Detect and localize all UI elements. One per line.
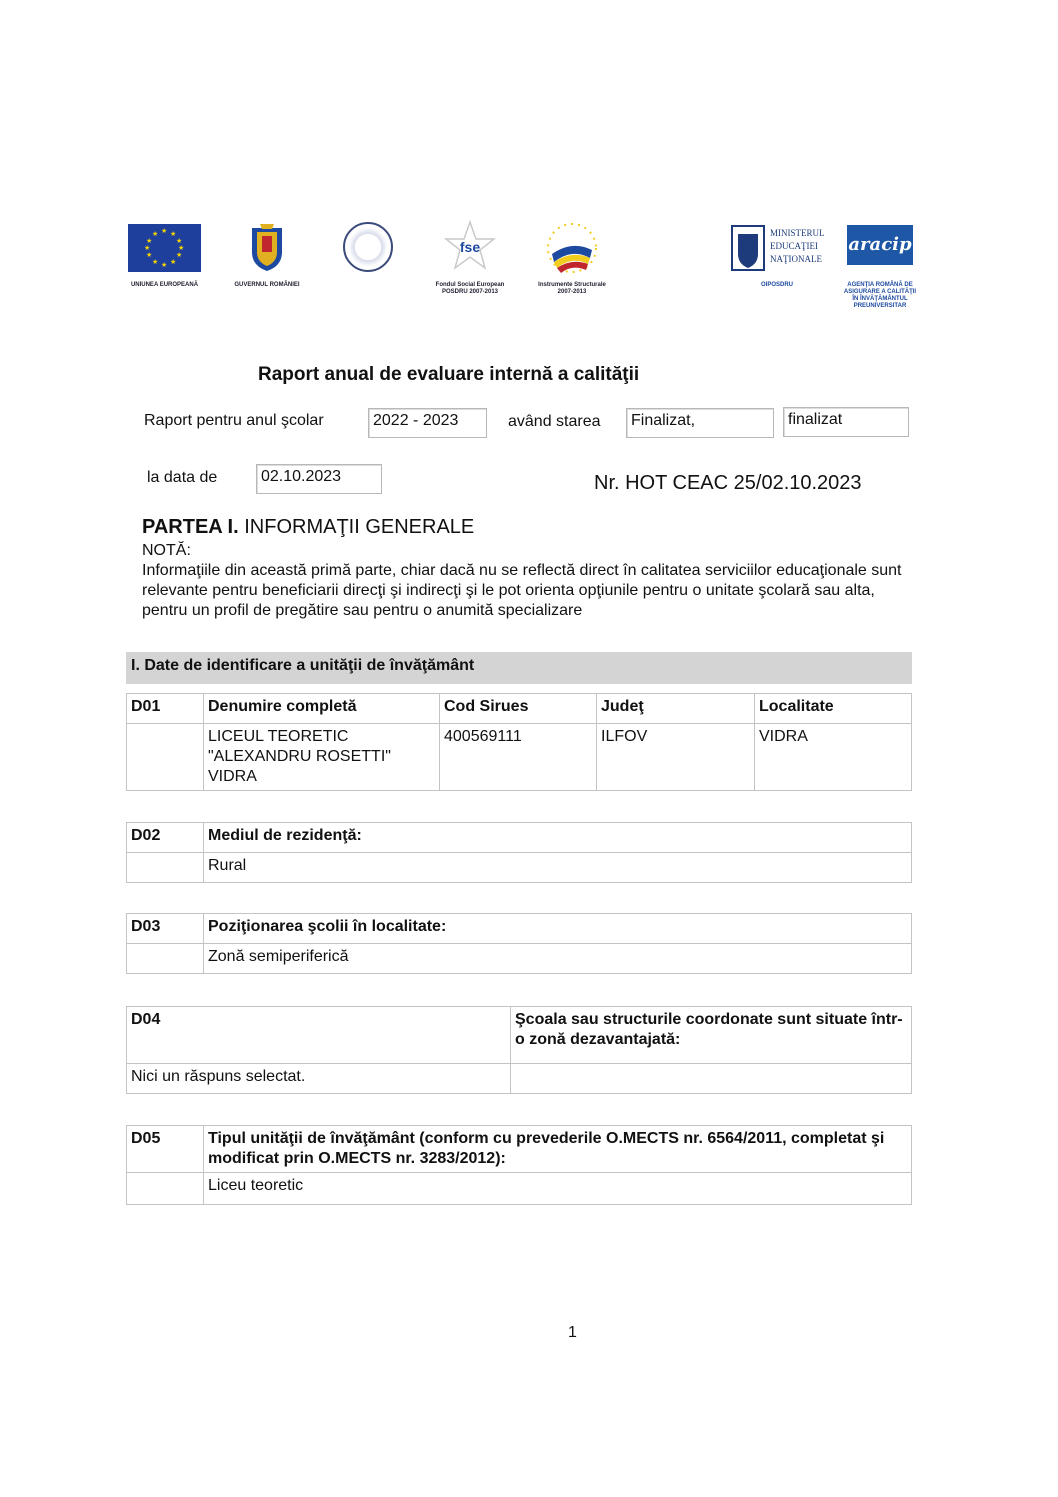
- state-label: având starea: [508, 413, 601, 430]
- d01-header-name: Denumire completă: [204, 694, 440, 724]
- star-icon: ★: [146, 252, 153, 259]
- d01-header-localitate: Localitate: [755, 694, 912, 724]
- report-number: Nr. HOT CEAC 25/02.10.2023: [594, 472, 862, 494]
- d02-code: D02: [127, 823, 204, 853]
- d03-empty-cell: [127, 944, 204, 974]
- d02-empty-cell: [127, 853, 204, 883]
- star-icon: ★: [170, 259, 177, 266]
- aracip-logo: aracip: [847, 225, 913, 265]
- section-heading: I. Date de identificare a unităţii de învăţământ: [126, 652, 912, 684]
- oiposdru-caption: OIPOSDRU: [760, 282, 793, 288]
- fse-caption-line2: POSDRU 2007-2013: [441, 289, 499, 295]
- d01-name-line2: "ALEXANDRU ROSETTI": [208, 748, 391, 765]
- star-icon: ★: [176, 252, 183, 259]
- d01-code: D01: [127, 694, 204, 724]
- date-field[interactable]: 02.10.2023: [256, 464, 382, 494]
- d01-header-judet: Judeţ: [597, 694, 755, 724]
- school-year-field[interactable]: 2022 - 2023: [368, 408, 487, 438]
- aracip-caption-line4: PREUNIVERSITAR: [853, 303, 907, 309]
- d03-code: D03: [127, 914, 204, 944]
- d05-answer: Liceu teoretic: [204, 1173, 912, 1205]
- star-icon: ★: [178, 245, 185, 252]
- school-year-label: Raport pentru anul şcolar: [144, 412, 324, 429]
- fse-star-logo: [444, 220, 496, 272]
- instrumente-structurale-logo: [544, 220, 600, 276]
- romania-coat-of-arms-logo: [248, 222, 286, 272]
- state-field-2[interactable]: finalizat: [783, 407, 909, 437]
- gov-caption: GUVERNUL ROMÂNIEI: [234, 282, 300, 288]
- d04-question: Şcoala sau structurile coordonate sunt situate într-o zonă dezavantajată:: [511, 1007, 912, 1064]
- star-icon: ★: [152, 259, 159, 266]
- state-field[interactable]: Finalizat,: [626, 408, 774, 438]
- is-caption-line1: Instrumente Structurale: [538, 282, 606, 288]
- d01-header-sirues: Cod Sirues: [440, 694, 597, 724]
- d01-sirues-value: 400569111: [440, 724, 597, 791]
- ministry-text-line3: NAŢIONALE: [770, 254, 822, 264]
- d01-table: [126, 693, 912, 791]
- ministry-text-line2: EDUCAŢIEI: [770, 241, 818, 251]
- d01-name-cell: [204, 724, 440, 791]
- d01-name-line1: LICEUL TEORETIC: [208, 728, 349, 745]
- d03-answer: Zonă semiperiferică: [204, 944, 912, 974]
- part-heading-rest: INFORMAŢII GENERALE: [238, 516, 475, 538]
- is-caption-line2: 2007-2013: [557, 289, 587, 295]
- d01-localitate-value: VIDRA: [755, 724, 912, 791]
- date-label: la data de: [147, 469, 218, 486]
- page-number: 1: [568, 1324, 577, 1341]
- note-label: NOTĂ:: [142, 542, 191, 559]
- star-icon: ★: [176, 238, 183, 245]
- star-icon: ★: [161, 228, 168, 235]
- d05-table: [126, 1125, 912, 1205]
- d05-code: D05: [127, 1126, 204, 1173]
- d01-judet-value: ILFOV: [597, 724, 755, 791]
- note-paragraph: Informaţiile din această primă parte, chiar dacă nu se reflectă direct în calitatea serviciilor educaţionale sunt relevante pentru beneficiarii direcţi şi indirecţi şi le pot orienta opţiunile pentru o unitate şcolară sau alta, pentru un profil de pregătire sau pentru o anumită specializare: [142, 562, 902, 619]
- d02-answer: Rural: [204, 853, 912, 883]
- star-icon: ★: [161, 262, 168, 269]
- d03-question: Poziţionarea şcolii în localitate:: [204, 914, 912, 944]
- eu-flag-logo: [128, 224, 201, 272]
- d02-question: Mediul de rezidenţă:: [204, 823, 912, 853]
- d05-question: Tipul unităţii de învăţământ (conform cu prevederile O.MECTS nr. 6564/2011, completat şi modificat prin O.MECTS nr. 3283/2012):: [204, 1126, 912, 1173]
- d04-code: D04: [127, 1007, 511, 1064]
- d05-empty-cell: [127, 1173, 204, 1205]
- star-icon: ★: [144, 245, 151, 252]
- aracip-caption-line2: ASIGURARE A CALITĂŢII: [843, 289, 917, 295]
- seal-logo: [343, 222, 393, 272]
- fse-caption-line1: Fondul Social European: [435, 282, 505, 288]
- ministry-logo: [730, 224, 835, 274]
- d04-table: [126, 1006, 912, 1094]
- d01-name-line3: VIDRA: [208, 768, 257, 785]
- d02-table: [126, 822, 912, 883]
- ministry-emblem-icon: [730, 224, 766, 272]
- star-icon: ★: [152, 231, 159, 238]
- fse-mark: fse: [459, 239, 481, 255]
- d01-empty-cell: [127, 724, 204, 791]
- d03-table: [126, 913, 912, 974]
- part-heading-bold: PARTEA I.: [142, 516, 239, 538]
- d04-answer: Nici un răspuns selectat.: [127, 1064, 511, 1094]
- star-icon: ★: [170, 231, 177, 238]
- part-heading: [142, 516, 474, 539]
- star-icon: ★: [146, 238, 153, 245]
- eu-caption: UNIUNEA EUROPEANĂ: [130, 282, 199, 288]
- d04-empty-cell: [511, 1064, 912, 1094]
- document-title: Raport anual de evaluare internă a calităţii: [258, 364, 640, 385]
- aracip-caption-line3: ÎN ÎNVĂŢĂMÂNTUL: [852, 296, 908, 302]
- ministry-text-line1: MINISTERUL: [770, 228, 825, 238]
- aracip-caption-line1: AGENŢIA ROMÂNĂ DE: [847, 282, 913, 288]
